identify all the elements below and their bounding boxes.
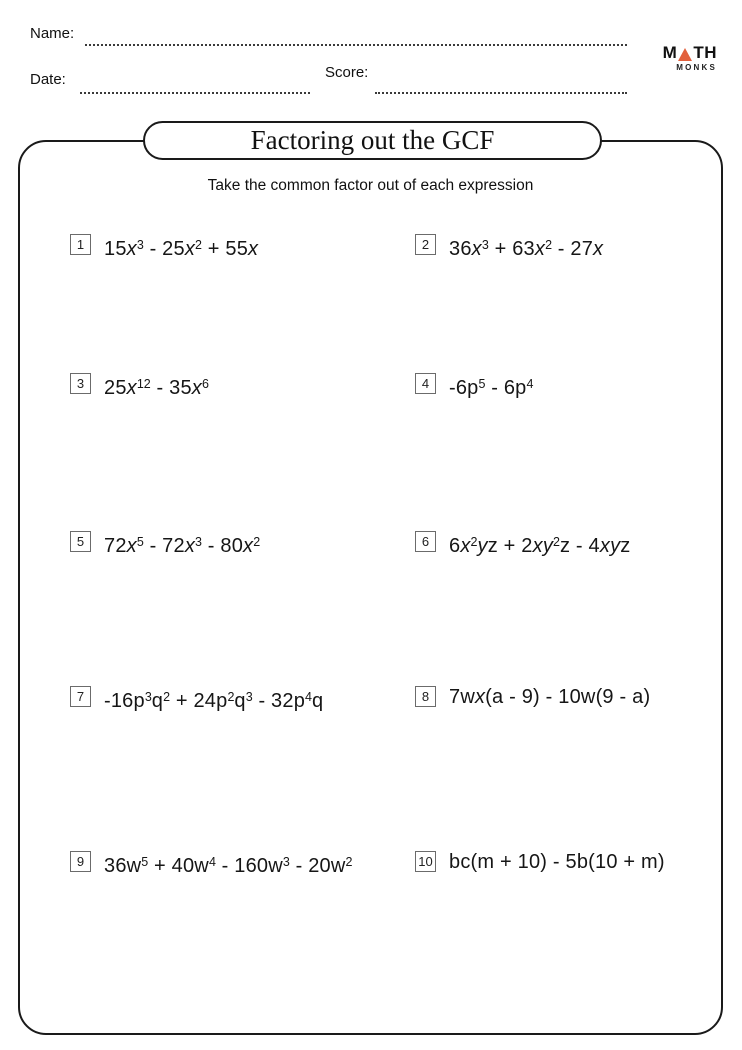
logo-wordmark bbox=[663, 44, 717, 61]
problem-8 bbox=[415, 683, 650, 711]
score-label: Score: bbox=[325, 64, 369, 81]
score-fill-line bbox=[375, 78, 627, 94]
problem-expression: 7wx(a - 9) - 10w(9 - a) bbox=[449, 686, 651, 708]
problem-number-badge: 6 bbox=[415, 531, 436, 552]
problem-number-badge: 1 bbox=[70, 234, 91, 255]
problem-9 bbox=[70, 848, 352, 880]
logo-triangle-icon bbox=[678, 48, 692, 61]
problem-expression: $36x^3 + 63x^2 - 27x$ bbox=[449, 238, 604, 260]
name-fill-line bbox=[85, 30, 627, 46]
problem-4 bbox=[415, 370, 533, 402]
problem-2 bbox=[415, 231, 603, 263]
problem-number-badge: 7 bbox=[70, 686, 91, 707]
problem-expression: $15x^3 - 25x^2 + 55x$ bbox=[104, 238, 259, 260]
problem-number-badge: 10 bbox=[415, 851, 436, 872]
problem-5 bbox=[70, 528, 260, 560]
problem-number-badge: 8 bbox=[415, 686, 436, 707]
problem-number-badge: 5 bbox=[70, 531, 91, 552]
problem-7 bbox=[70, 683, 323, 715]
problem-expression: $-16p^3q^2 + 24p^2q^3 - 32p^4q$ bbox=[104, 690, 324, 712]
problem-expression: $-6p^5 - 6p^4$ bbox=[449, 377, 534, 399]
date-fill-line bbox=[80, 78, 310, 94]
problem-3 bbox=[70, 370, 209, 402]
logo-letters-th: TH bbox=[693, 43, 717, 62]
date-label: Date: bbox=[30, 71, 66, 88]
problem-1 bbox=[70, 231, 258, 263]
problems-grid bbox=[18, 140, 723, 1035]
problem-expression: $6x^2yz + 2xy^2z - 4xyz$ bbox=[449, 535, 631, 557]
problem-expression: $36w^5 + 40w^4 - 160w^3 - 20w^2$ bbox=[104, 855, 353, 877]
worksheet-instruction: Take the common factor out of each expression bbox=[207, 177, 534, 194]
problem-expression: $25x^{12} - 35x^6$ bbox=[104, 377, 209, 399]
problem-10 bbox=[415, 848, 665, 876]
logo-subtext: MONKS bbox=[676, 63, 717, 72]
math-monks-logo bbox=[663, 44, 717, 72]
problem-6 bbox=[415, 528, 630, 560]
problem-expression: bc(m + 10) - 5b(10 + m) bbox=[449, 851, 665, 873]
name-label: Name: bbox=[30, 25, 75, 42]
problem-expression: $72x^5 - 72x^3 - 80x^2$ bbox=[104, 535, 261, 557]
worksheet-title: Factoring out the GCF bbox=[143, 121, 602, 160]
problem-number-badge: 2 bbox=[415, 234, 436, 255]
problem-number-badge: 9 bbox=[70, 851, 91, 872]
problem-number-badge: 4 bbox=[415, 373, 436, 394]
logo-letter-m: M bbox=[662, 43, 678, 62]
problem-number-badge: 3 bbox=[70, 373, 91, 394]
